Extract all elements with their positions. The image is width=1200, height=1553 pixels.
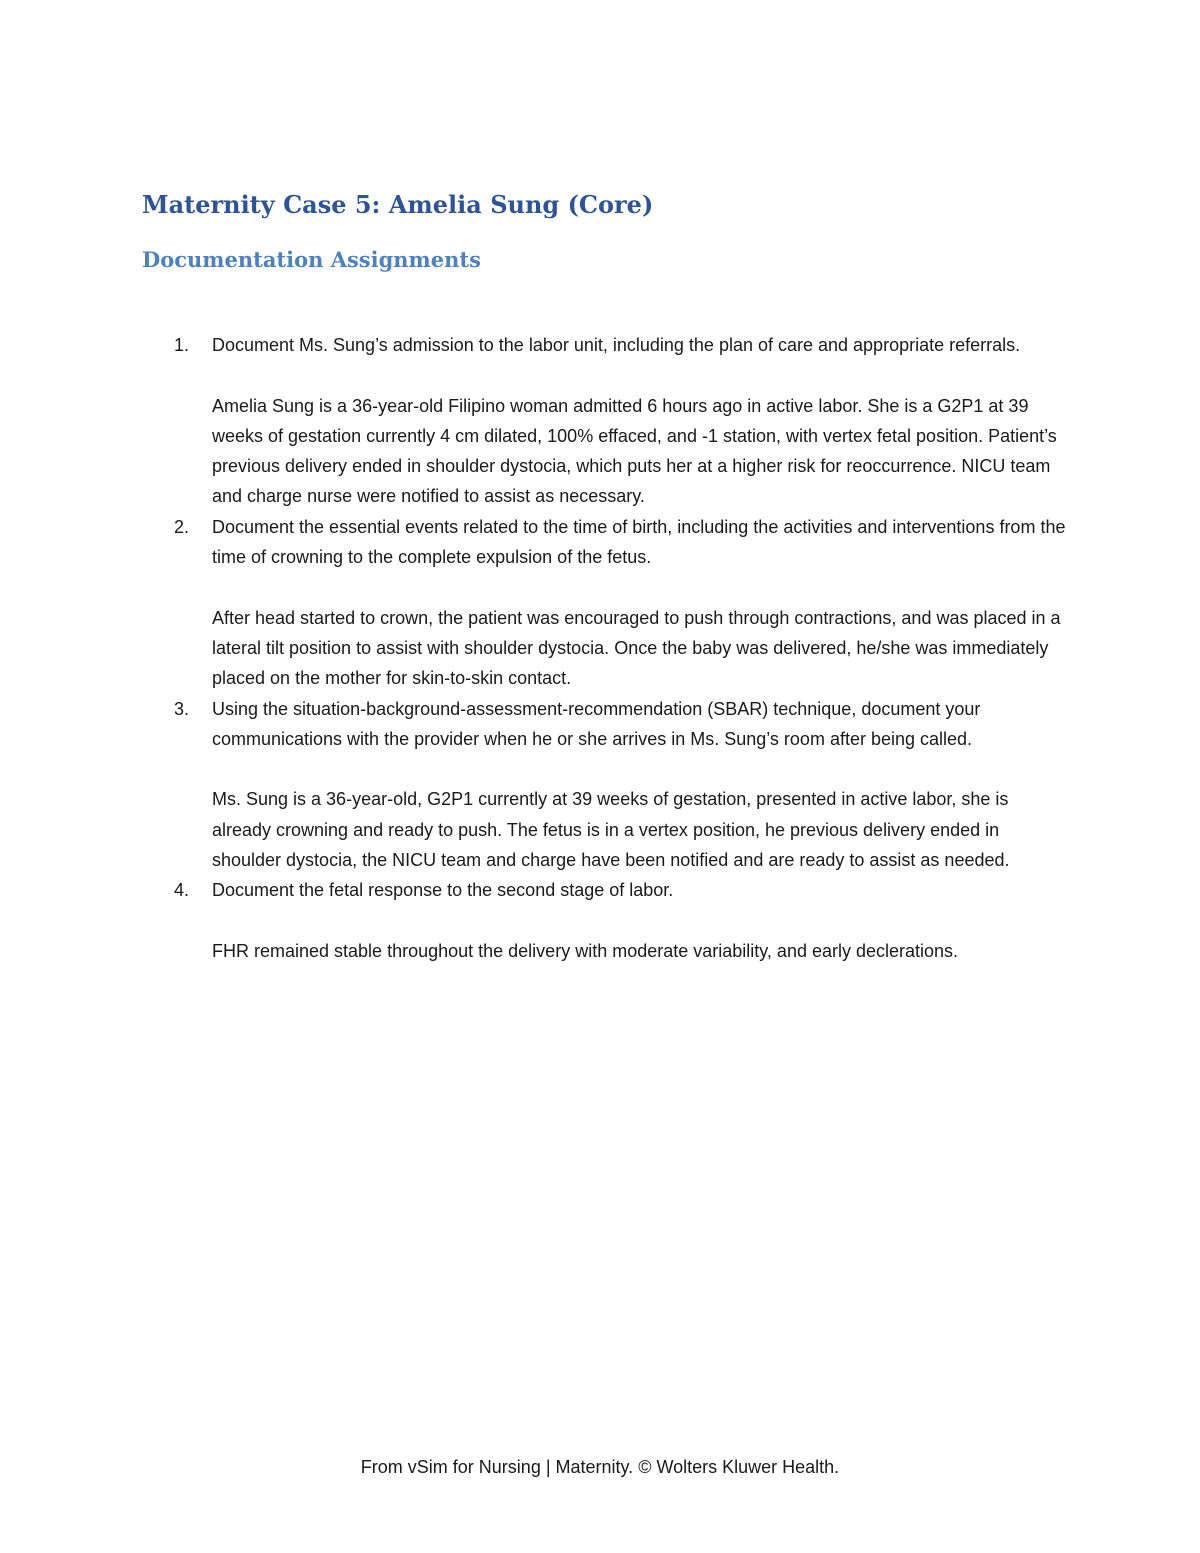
assignment-answer: After head started to crown, the patient was encouraged to push through contractions, and was placed in a lateral tilt position to assist with shoulder dystocia. Once the baby was delivered, he/she was immediately placed on the mother for skin-to-skin contact.	[212, 607, 1061, 689]
assignment-answer: FHR remained stable throughout the delivery with moderate variability, and early declerations.	[212, 940, 959, 961]
assignment-item	[142, 694, 1072, 876]
assignment-prompt: Document the fetal response to the second stage of labor.	[212, 880, 674, 901]
assignment-number: 3.	[174, 698, 190, 719]
assignment-item	[142, 875, 1072, 966]
assignment-item	[142, 330, 1072, 512]
assignment-number: 2.	[174, 516, 190, 537]
assignment-prompt: Using the situation-background-assessment-recommendation (SBAR) technique, document your communications with the provider when he or she arrives in Ms. Sung’s room after being called.	[212, 698, 981, 749]
assignment-answer: Amelia Sung is a 36-year-old Filipino woman admitted 6 hours ago in active labor. She is a G2P1 at 39 weeks of gestation currently 4 cm dilated, 100% effaced, and -1 station, with vertex fetal position. Patient’s previous delivery ended in shoulder dystocia, which puts her at a higher risk for reoccurrence. NICU team and charge nurse were notified to assist as necessary.	[212, 395, 1057, 507]
document-subtitle: Documentation Assignments	[142, 247, 481, 272]
assignment-number: 1.	[174, 335, 190, 355]
page-footer: From vSim for Nursing | Maternity. © Wolters Kluwer Health.	[360, 1457, 840, 1477]
assignment-prompt: Document Ms. Sung’s admission to the labor unit, including the plan of care and appropriate referrals.	[212, 335, 1021, 355]
assignment-item	[142, 512, 1072, 694]
assignment-answer: Ms. Sung is a 36-year-old, G2P1 currently at 39 weeks of gestation, presented in active labor, she is already crowning and ready to push. The fetus is in a vertex position, he previous delivery ended in shoulder dystocia, the NICU team and charge have been notified and are ready to assist as needed.	[212, 789, 1010, 871]
assignment-prompt: Document the essential events related to the time of birth, including the activities and interventions from the time of crowning to the complete expulsion of the fetus.	[212, 516, 1066, 568]
assignment-number: 4.	[174, 880, 190, 901]
assignment-list	[142, 330, 1072, 966]
document-title: Maternity Case 5: Amelia Sung (Core)	[142, 190, 654, 219]
